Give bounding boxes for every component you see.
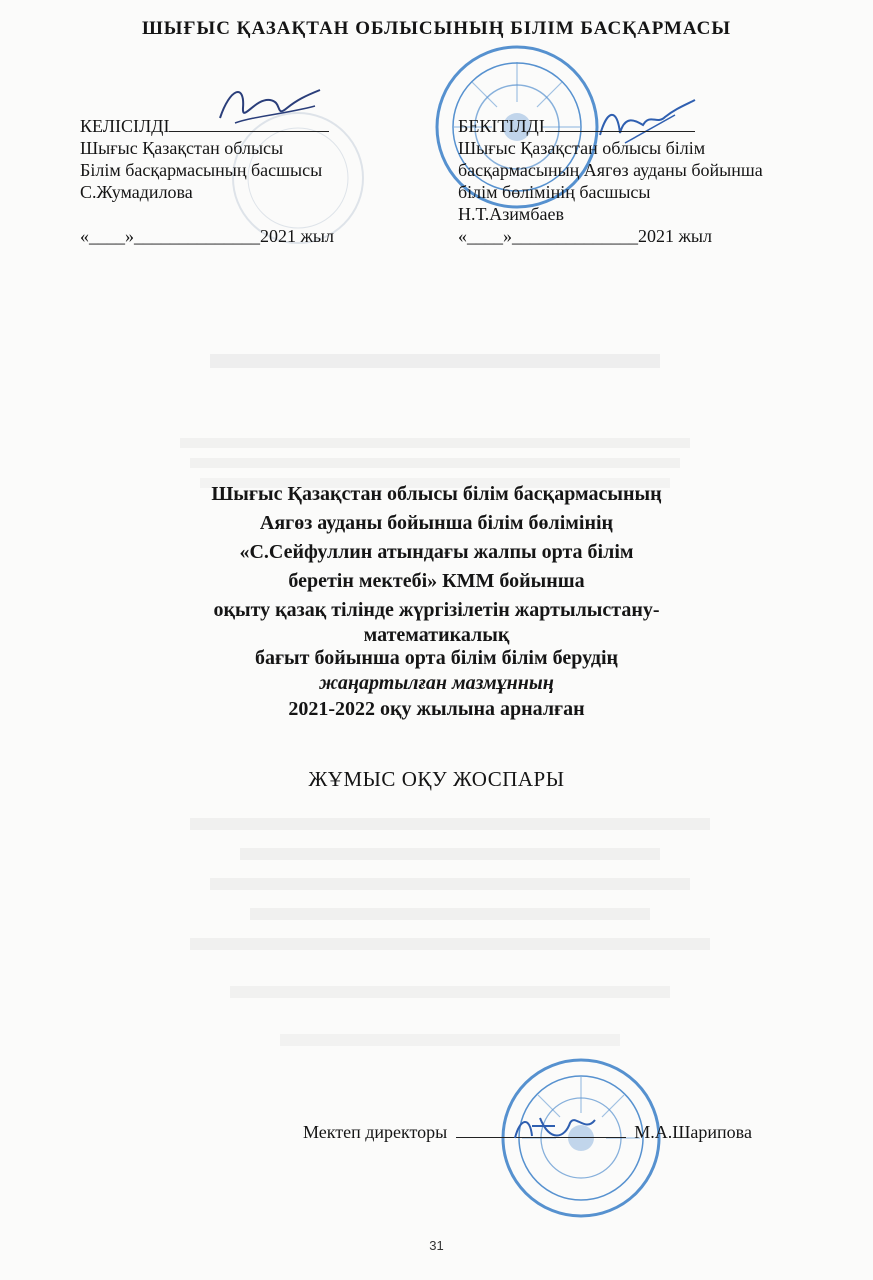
approval-left-line1: Шығыс Қазақстан облысы	[80, 138, 284, 158]
director-name: М.А.Шарипова	[634, 1122, 752, 1142]
approval-left-line2: Білім басқармасының басшысы	[80, 160, 323, 180]
approval-right-name: Н.Т.Азимбаев	[458, 204, 564, 224]
approval-left-name: С.Жумадилова	[80, 182, 193, 202]
approval-right-line1: Шығыс Қазақстан облысы білім	[458, 138, 706, 158]
title-line: беретін мектебі» КММ бойынша	[288, 570, 585, 592]
plan-title: ЖҰМЫС ОҚУ ЖОСПАРЫ	[308, 767, 565, 791]
director-label: Мектеп директоры	[303, 1122, 448, 1142]
title-line: Аягөз ауданы бойынша білім бөлімінің	[259, 512, 614, 534]
approval-right-date: «____»______________2021 жыл	[458, 226, 713, 246]
title-line: «С.Сейфуллин атындағы жалпы орта білім	[239, 541, 634, 563]
title-line: жаңартылған мазмұнның	[319, 672, 554, 694]
title-line: математикалық	[363, 624, 510, 646]
title-line: Шығыс Қазақстан облысы білім басқармасының	[211, 483, 662, 505]
approval-block-right	[458, 115, 828, 247]
title-line: 2021-2022 оқу жылына арналған	[288, 698, 585, 720]
approval-heading-right: БЕКІТІЛДІ	[458, 115, 828, 137]
title-line: бағыт бойынша орта білім білім берудің	[254, 647, 619, 669]
title-line: оқыту қазақ тілінде жүргізілетін жартылыстану-	[213, 599, 660, 621]
page-number: 31	[429, 1238, 444, 1253]
approval-right-line3: білім бөлімінің басшысы	[458, 182, 651, 202]
approval-left-date: «____»______________2021 жыл	[80, 226, 335, 246]
approval-block-left	[80, 115, 400, 247]
approval-right-line2: басқармасының Аягөз ауданы бойынша	[458, 160, 763, 180]
approval-heading-left: КЕЛІСІЛДІ	[80, 115, 400, 137]
department-header: ШЫҒЫС ҚАЗАҚТАН ОБЛЫСЫНЫҢ БІЛІМ БАСҚАРМАСЫ	[141, 18, 732, 39]
document-title	[0, 480, 873, 723]
signature-director	[510, 1108, 600, 1148]
